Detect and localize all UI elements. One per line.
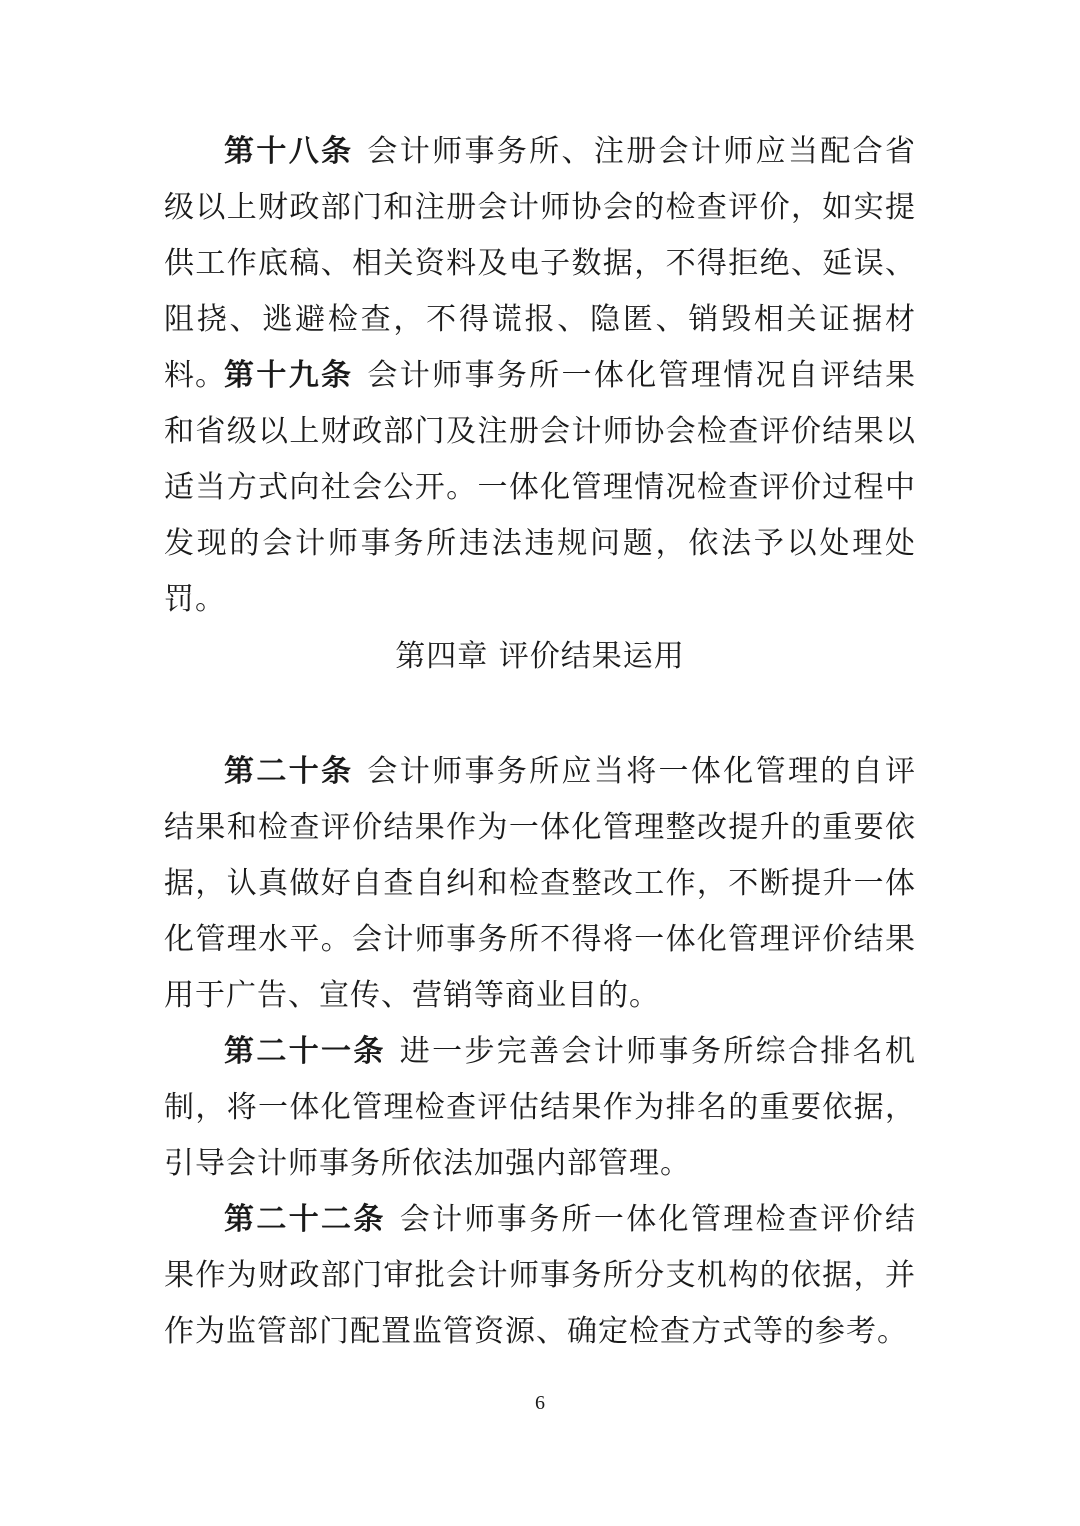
article-22 xyxy=(164,1192,916,1360)
article-text: 会计师事务所一体化管理检查评价结果作为财政部门审批会计师事务所分支机构的依据，并作为监管部门配置监管资源、确定检查方式等的参考。 xyxy=(164,1202,916,1349)
chapter-heading: 第四章 评价结果运用 xyxy=(395,639,685,674)
article-number: 第二十条 xyxy=(224,754,354,789)
article-text: 进一步完善会计师事务所综合排名机制，将一体化管理检查评估结果作为排名的重要依据，引导会计师事务所依法加强内部管理。 xyxy=(164,1034,916,1181)
article-19 xyxy=(164,348,916,628)
article-text: 会计师事务所、注册会计师应当配合省级以上财政部门和注册会计师协会的检查评价，如实提供工作底稿、相关资料及电子数据，不得拒绝、延误、阻挠、逃避检查，不得谎报、隐匿、销毁相关证据材料。 xyxy=(164,134,917,393)
page-number: 6 xyxy=(535,1392,545,1414)
article-number: 第十八条 xyxy=(224,134,354,169)
article-20 xyxy=(164,744,916,1024)
article-number: 第十九条 xyxy=(224,358,354,393)
article-number: 第二十一条 xyxy=(224,1034,386,1069)
article-text: 会计师事务所应当将一体化管理的自评结果和检查评价结果作为一体化管理整改提升的重要依据，认真做好自查自纠和检查整改工作，不断提升一体化管理水平。会计师事务所不得将一体化管理评价结果用于广告、宣传、营销等商业目的。 xyxy=(164,754,917,1013)
article-text: 会计师事务所一体化管理情况自评结果和省级以上财政部门及注册会计师协会检查评价结果以适当方式向社会公开。一体化管理情况检查评价过程中发现的会计师事务所违法违规问题，依法予以处理处罚。 xyxy=(164,358,917,617)
article-21 xyxy=(164,1024,916,1192)
article-number: 第二十二条 xyxy=(224,1202,386,1237)
